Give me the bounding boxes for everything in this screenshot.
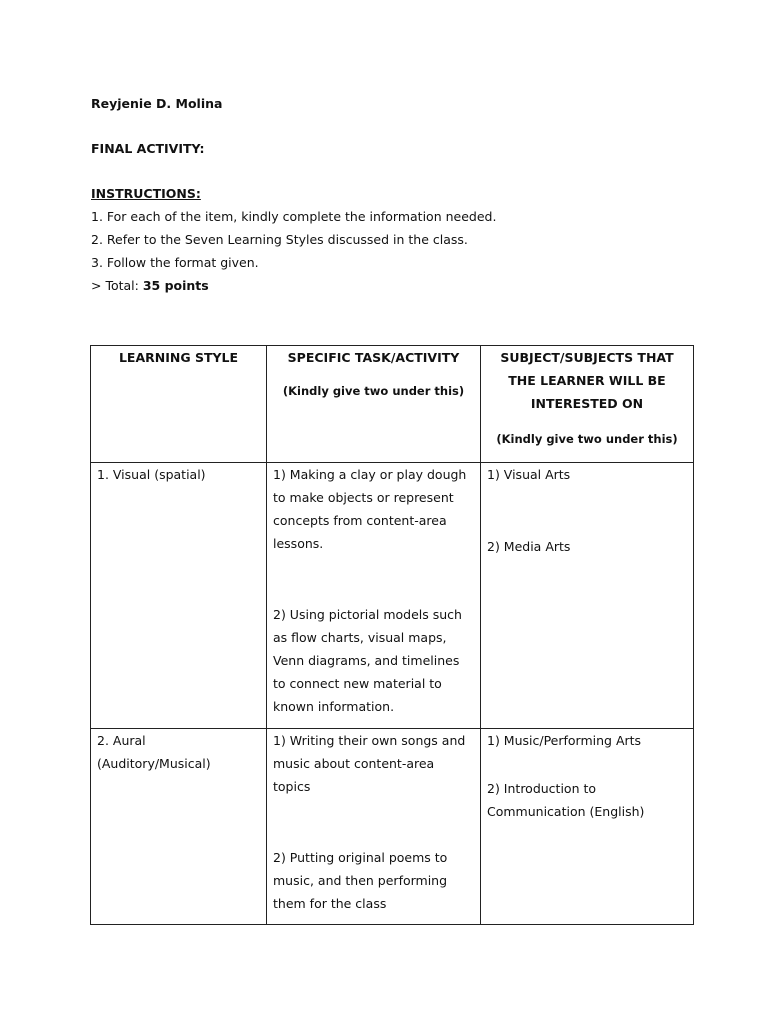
row1-task-2: 2) Using pictorial models such as flow charts, visual maps, Venn diagrams, and timelines to connect new material to known information. [273,607,462,714]
header-learning-style [91,346,267,463]
row1-subject-1: 1) Visual Arts [487,467,571,482]
row2-task-2: 2) Putting original poems to music, and then performing them for the class [273,850,448,911]
author-name: Reyjenie D. Molina [91,96,223,111]
total-value: 35 points [142,278,209,293]
header-specific-task [267,346,481,463]
row2-style: 2. Aural (Auditory/Musical) [97,733,211,771]
row2-subject-cell [481,729,694,925]
instruction-item-3: 3. Follow the format given. [91,255,259,270]
header-specific-task-label: SPECIFIC TASK/ACTIVITY [287,350,460,365]
row1-style: 1. Visual (spatial) [97,467,206,482]
row2-subject-2: 2) Introduction to Communication (English) [487,781,645,819]
row1-task-cell [267,463,481,729]
instructions-heading: INSTRUCTIONS: [91,186,201,201]
header-subjects-line-1: SUBJECT/SUBJECTS THAT [500,350,674,365]
header-specific-task-note: (Kindly give two under this) [282,384,465,398]
row1-subject-cell [481,463,694,729]
row2-subject-1: 1) Music/Performing Arts [487,733,642,748]
row1-task-1: 1) Making a clay or play dough to make objects or represent concepts from content-area lessons. [273,467,467,551]
total-points-line [91,278,209,293]
row2-style-cell [91,729,267,925]
row2-task-cell [267,729,481,925]
activity-title: FINAL ACTIVITY: [91,141,205,156]
header-subjects [481,346,694,463]
learning-styles-table [90,345,694,925]
header-subjects-line-3: INTERESTED ON [530,396,644,411]
table-row [91,729,694,925]
header-learning-style-label: LEARNING STYLE [118,350,239,365]
table-header-row [91,346,694,463]
row1-style-cell [91,463,267,729]
total-prefix: > Total: [91,278,143,293]
header-subjects-line-2: THE LEARNER WILL BE [508,373,666,388]
instruction-item-1: 1. For each of the item, kindly complete the information needed. [91,209,497,224]
row2-task-1: 1) Writing their own songs and music about content-area topics [273,733,466,794]
header-subjects-note: (Kindly give two under this) [496,432,678,446]
instruction-item-2: 2. Refer to the Seven Learning Styles discussed in the class. [91,232,468,247]
row1-subject-2: 2) Media Arts [487,539,571,554]
table-row [91,463,694,729]
